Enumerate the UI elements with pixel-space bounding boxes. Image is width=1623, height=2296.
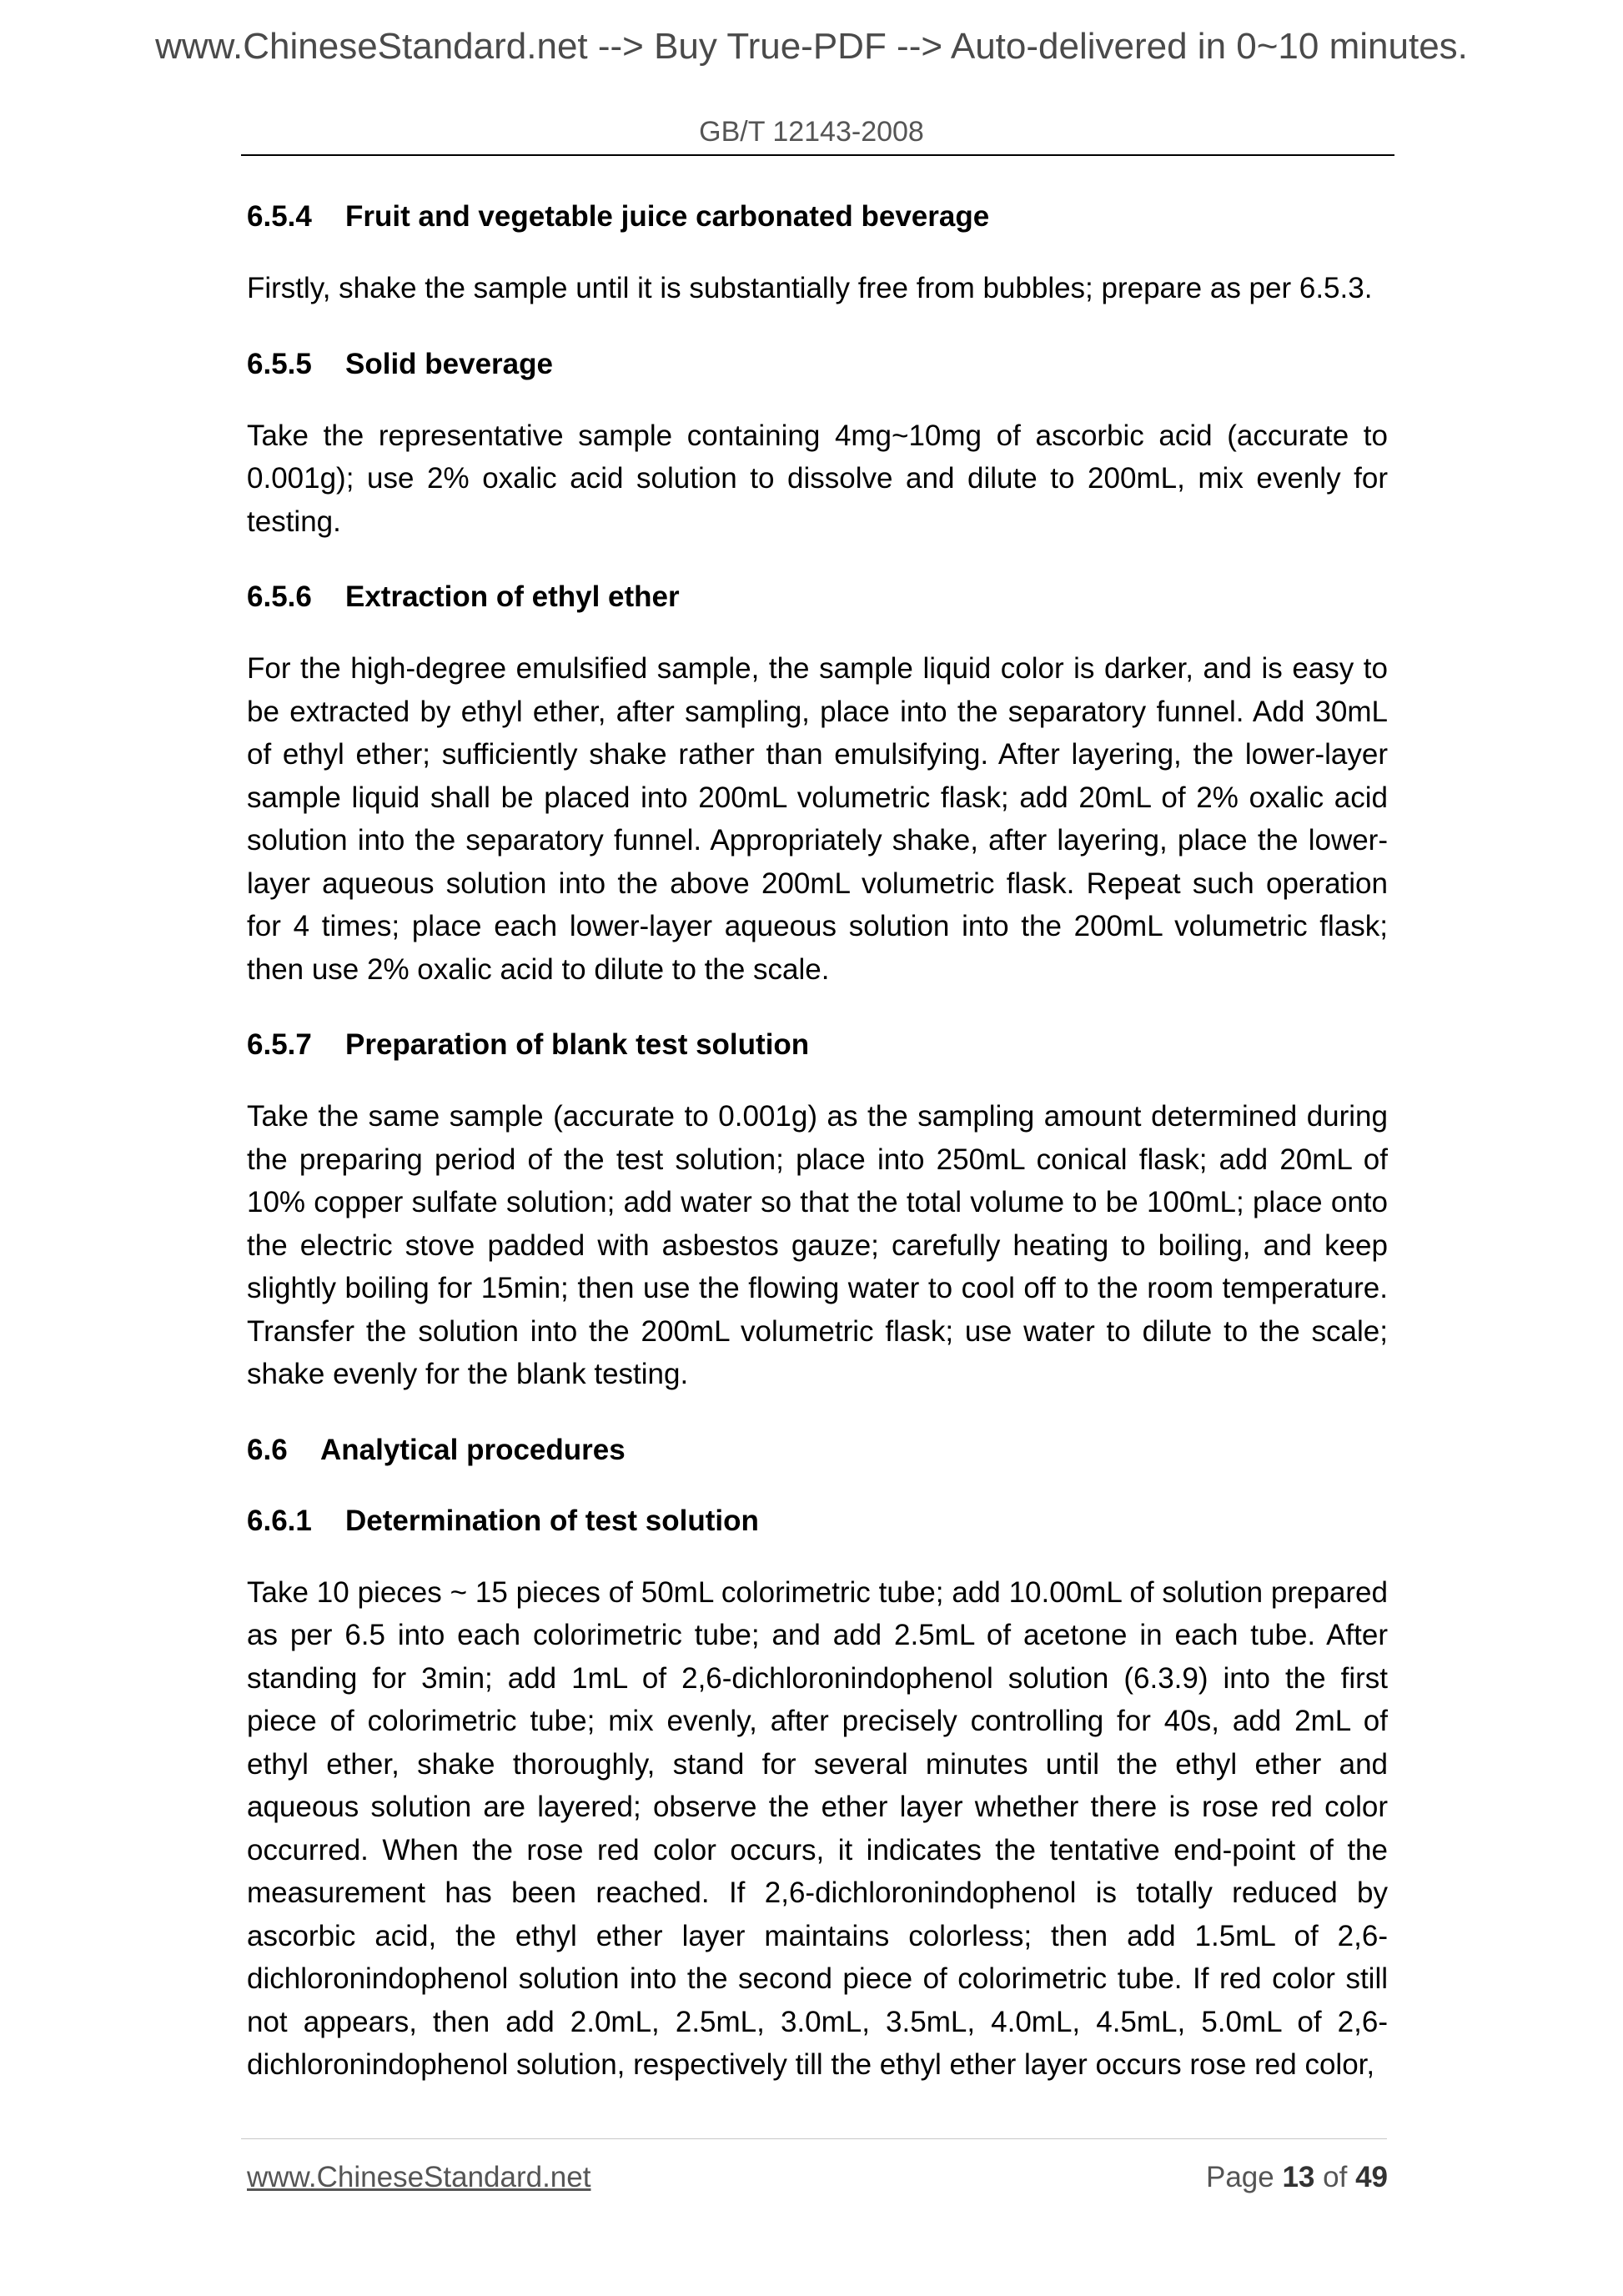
document-body [247, 196, 1388, 2120]
section-number: 6.5.6 [247, 580, 312, 613]
section-paragraph-6-5-5: Take the representative sample containing 4mg~10mg of ascorbic acid (accurate to 0.001g); use 2% oxalic acid solution to dissolve and dilute to 200mL, mix evenly for testing. [247, 419, 1388, 538]
page-indicator [1184, 2158, 1388, 2197]
page-of: of [1323, 2161, 1348, 2193]
section-heading-6-5-4 [247, 196, 1388, 238]
section-number: 6.5.4 [247, 200, 312, 233]
section-heading-6-6-1 [247, 1500, 1388, 1542]
section-number: 6.5.5 [247, 347, 312, 380]
section-heading-6-5-6 [247, 576, 1388, 618]
section-number: 6.6.1 [247, 1504, 312, 1537]
section-number: 6.5.7 [247, 1028, 312, 1061]
footer-divider [241, 2138, 1387, 2139]
header-divider [241, 154, 1394, 156]
section-heading-6-6 [247, 1429, 1388, 1471]
section-paragraph-6-5-6: For the high-degree emulsified sample, the sample liquid color is darker, and is easy to be extracted by ethyl ether, after sampling, place into the separatory funnel. Add 30mL of ethyl ether; sufficiently shake rather than emulsifying. After layering, the lower-layer sample liquid shall be placed into 200mL volumetric flask; add 20mL of 2% oxalic acid solution into the separatory funnel. Appropriately shake, after layering, place the lower-layer aqueous solution into the above 200mL volumetric flask. Repeat such operation for 4 times; place each lower-layer aqueous solution into the 200mL volumetric flask; then use 2% oxalic acid to dilute to the scale. [247, 652, 1388, 986]
section-title: Determination of test solution [345, 1504, 759, 1537]
section-paragraph-6-5-7: Take the same sample (accurate to 0.001g) as the sampling amount determined during the preparing period of the test solution; place into 250mL conical flask; add 20mL of 10% copper sulfate solution; add water so that the total volume to be 100mL; place onto the electric stove padded with asbestos gauze; carefully heating to boiling, and keep slightly boiling for 15min; then use the flowing water to cool off to the room temperature. Transfer the solution into the 200mL volumetric flask; use water to dilute to the scale; shake evenly for the blank testing. [247, 1100, 1388, 1390]
section-title: Preparation of blank test solution [345, 1028, 810, 1061]
section-title: Solid beverage [345, 347, 553, 380]
section-title: Fruit and vegetable juice carbonated beverage [345, 200, 990, 233]
section-heading-6-5-7 [247, 1024, 1388, 1066]
footer-site-link[interactable]: www.ChineseStandard.net [247, 2161, 591, 2193]
page-current: 13 [1282, 2161, 1315, 2193]
page-prefix: Page [1205, 2161, 1274, 2193]
section-heading-6-5-5 [247, 344, 1388, 385]
section-title: Analytical procedures [320, 1433, 626, 1466]
header-banner[interactable]: www.ChineseStandard.net --> Buy True-PDF --> Auto-delivered in 0~10 minutes. [155, 26, 1468, 67]
section-title: Extraction of ethyl ether [345, 580, 680, 613]
page-total: 49 [1355, 2161, 1388, 2193]
section-paragraph-6-6-1: Take 10 pieces ~ 15 pieces of 50mL colorimetric tube; add 10.00mL of solution prepared as per 6.5 into each colorimetric tube; and add 2.5mL of acetone in each tube. After standing for 3min; add 1mL of 2,6-dichloronindophenol solution (6.3.9) into the first piece of colorimetric tube; mix evenly, after precisely controlling for 40s, add 2mL of ethyl ether, shake thoroughly, stand for several minutes until the ethyl ether and aqueous solution are layered; observe the ether layer whether there is rose red color occurred. When the rose red color occurs, it indicates the tentative end-point of the measurement has been reached. If 2,6-dichloronindophenol is totally reduced by ascorbic acid, the ethyl ether layer maintains colorless; then add 1.5mL of 2,6-dichloronindophenol solution into the second piece of colorimetric tube. If red color still not appears, then add 2.0mL, 2.5mL, 3.0mL, 3.5mL, 4.0mL, 4.5mL, 5.0mL of 2,6-dichloronindophenol solution, respectively till the ethyl ether layer occurs rose red color, [247, 1575, 1388, 2081]
section-number: 6.6 [247, 1433, 288, 1466]
standard-number: GB/T 12143-2008 [699, 116, 924, 148]
section-paragraph-6-5-4: Firstly, shake the sample until it is substantially free from bubbles; prepare as per 6.5.3. [247, 272, 1373, 304]
